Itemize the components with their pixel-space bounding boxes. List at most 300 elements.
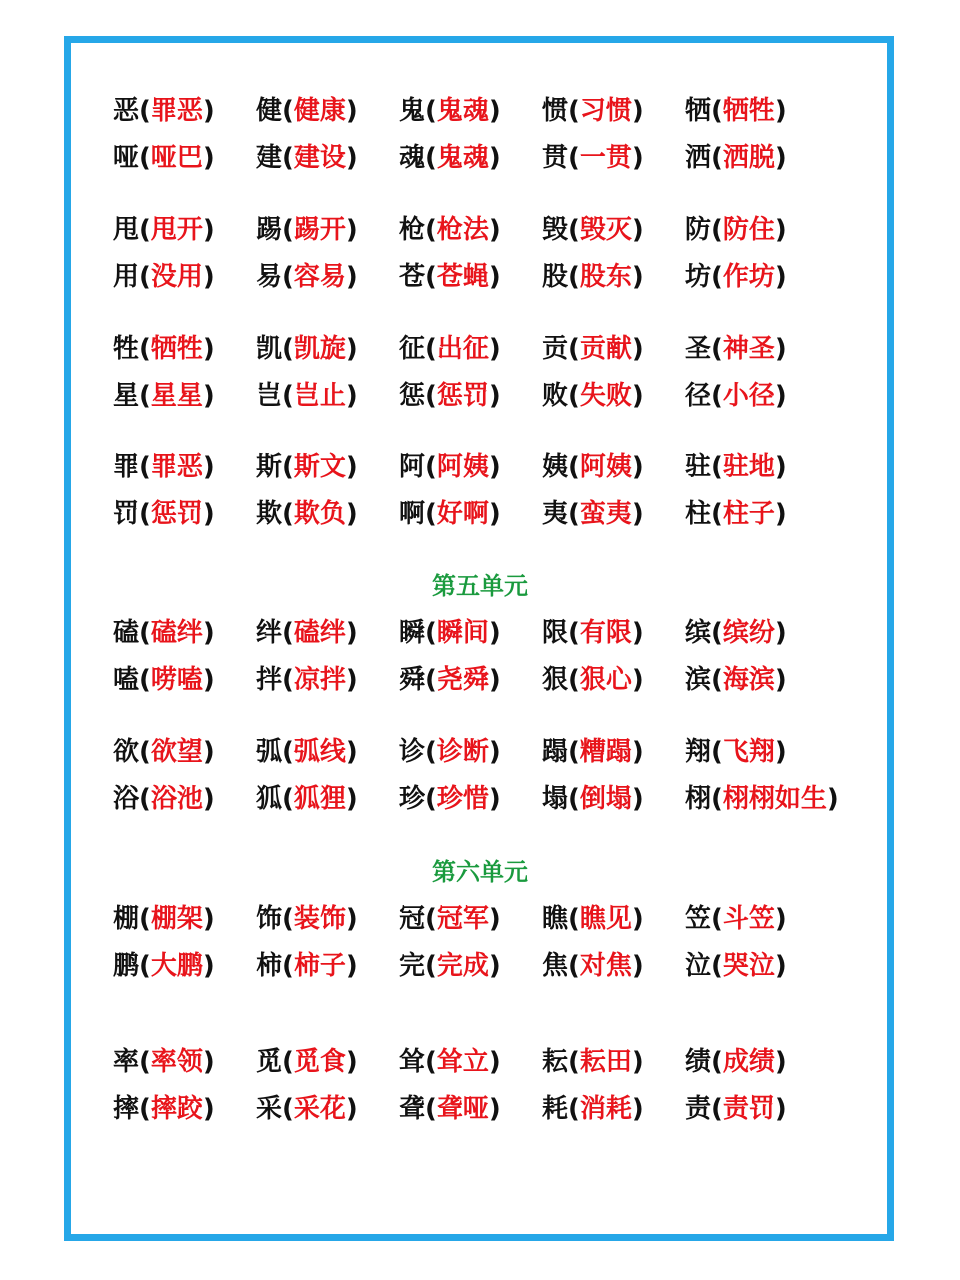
character-word-pair (256, 778, 399, 815)
open-paren: ( (568, 143, 580, 173)
word-row (113, 132, 828, 179)
close-paren: ) (488, 143, 501, 173)
character-word-pair (542, 209, 685, 246)
word: 没用 (150, 262, 203, 292)
character-word-pair (685, 446, 828, 483)
character-word-pair (113, 898, 256, 935)
character-word-pair (542, 137, 685, 174)
character: 易 (256, 262, 283, 292)
character: 狐 (256, 784, 283, 814)
open-paren: ( (711, 904, 723, 934)
open-paren: ( (568, 215, 580, 245)
open-paren: ( (139, 334, 151, 364)
character-word-pair (256, 209, 399, 246)
character-word-pair (685, 493, 828, 530)
close-paren: ) (774, 499, 787, 529)
character: 泣 (685, 951, 712, 981)
open-paren: ( (568, 452, 580, 482)
close-paren: ) (345, 904, 358, 934)
character: 恶 (113, 96, 140, 126)
character: 耸 (399, 1047, 426, 1077)
open-paren: ( (711, 951, 723, 981)
close-paren: ) (202, 951, 215, 981)
word: 蛮夷 (579, 499, 632, 529)
character-word-pair (399, 493, 542, 530)
word: 采花 (293, 1094, 346, 1124)
character-word-pair (113, 375, 256, 412)
close-paren: ) (488, 665, 501, 695)
word: 欺负 (293, 499, 346, 529)
word: 星星 (150, 381, 203, 411)
open-paren: ( (711, 499, 723, 529)
open-paren: ( (568, 951, 580, 981)
close-paren: ) (488, 951, 501, 981)
close-paren: ) (202, 96, 215, 126)
close-paren: ) (345, 452, 358, 482)
word: 消耗 (579, 1094, 632, 1124)
close-paren: ) (488, 262, 501, 292)
character-word-pair (685, 659, 828, 696)
open-paren: ( (711, 96, 723, 126)
open-paren: ( (425, 215, 437, 245)
character-word-pair (685, 945, 828, 982)
character-word-pair (256, 256, 399, 293)
word-row (113, 940, 828, 987)
open-paren: ( (568, 1047, 580, 1077)
character: 毁 (542, 215, 569, 245)
close-paren: ) (631, 143, 644, 173)
character: 阿 (399, 452, 426, 482)
close-paren: ) (488, 215, 501, 245)
open-paren: ( (139, 499, 151, 529)
character-word-pair (113, 493, 256, 530)
character: 翔 (685, 737, 712, 767)
character-word-pair (542, 778, 685, 815)
character-word-pair (542, 945, 685, 982)
word: 惩罚 (150, 499, 203, 529)
character: 蹋 (542, 737, 569, 767)
close-paren: ) (774, 143, 787, 173)
close-paren: ) (488, 737, 501, 767)
close-paren: ) (774, 618, 787, 648)
character-word-pair (685, 90, 828, 127)
close-paren: ) (345, 737, 358, 767)
character-word-pair (256, 1041, 399, 1078)
word: 责罚 (722, 1094, 775, 1124)
word-group (113, 893, 828, 987)
open-paren: ( (282, 334, 294, 364)
character: 惯 (542, 96, 569, 126)
character: 健 (256, 96, 283, 126)
character-word-pair (256, 137, 399, 174)
word: 岂止 (293, 381, 346, 411)
close-paren: ) (345, 499, 358, 529)
open-paren: ( (711, 1047, 723, 1077)
character-word-pair (685, 1041, 828, 1078)
word: 好啊 (436, 499, 489, 529)
close-paren: ) (774, 737, 787, 767)
unit-title: 第五单元 (432, 572, 528, 600)
character-word-pair (685, 1088, 828, 1125)
word: 牺牲 (150, 334, 203, 364)
word: 凯旋 (293, 334, 346, 364)
open-paren: ( (425, 334, 437, 364)
word: 珍惜 (436, 784, 489, 814)
close-paren: ) (631, 1047, 644, 1077)
close-paren: ) (202, 1047, 215, 1077)
character: 滨 (685, 665, 712, 695)
character: 股 (542, 262, 569, 292)
character-word-pair (256, 731, 399, 768)
character: 岂 (256, 381, 283, 411)
word: 聋哑 (436, 1094, 489, 1124)
close-paren: ) (488, 618, 501, 648)
close-paren: ) (631, 215, 644, 245)
open-paren: ( (139, 215, 151, 245)
open-paren: ( (139, 452, 151, 482)
character: 欺 (256, 499, 283, 529)
character-word-pair (256, 375, 399, 412)
close-paren: ) (202, 665, 215, 695)
word: 耸立 (436, 1047, 489, 1077)
word: 惩罚 (436, 381, 489, 411)
open-paren: ( (282, 665, 294, 695)
word: 作坊 (722, 262, 775, 292)
character: 径 (685, 381, 712, 411)
open-paren: ( (282, 215, 294, 245)
close-paren: ) (631, 262, 644, 292)
character-word-pair (113, 209, 256, 246)
close-paren: ) (631, 904, 644, 934)
open-paren: ( (568, 784, 580, 814)
character: 牺 (685, 96, 712, 126)
character-word-pair (399, 612, 542, 649)
open-paren: ( (139, 618, 151, 648)
character-word-pair (685, 731, 828, 768)
character: 聋 (399, 1094, 426, 1124)
word-row (113, 607, 828, 654)
word-row (113, 726, 828, 773)
word: 海滨 (722, 665, 775, 695)
close-paren: ) (202, 381, 215, 411)
character: 冠 (399, 904, 426, 934)
character: 甩 (113, 215, 140, 245)
word: 对焦 (579, 951, 632, 981)
open-paren: ( (139, 1047, 151, 1077)
character-word-pair (399, 209, 542, 246)
character: 圣 (685, 334, 712, 364)
close-paren: ) (774, 452, 787, 482)
character-word-pair (399, 137, 542, 174)
word: 有限 (579, 618, 632, 648)
character: 征 (399, 334, 426, 364)
word: 罪恶 (150, 96, 203, 126)
close-paren: ) (774, 215, 787, 245)
character: 瞬 (399, 618, 426, 648)
open-paren: ( (425, 1094, 437, 1124)
character-word-pair (113, 1041, 256, 1078)
character: 苍 (399, 262, 426, 292)
character: 鹏 (113, 951, 140, 981)
character-word-pair (542, 446, 685, 483)
character-word-pair (542, 90, 685, 127)
character-word-pair (113, 731, 256, 768)
word: 弧线 (293, 737, 346, 767)
word: 大鹏 (150, 951, 203, 981)
close-paren: ) (202, 334, 215, 364)
word: 贡献 (579, 334, 632, 364)
character: 摔 (113, 1094, 140, 1124)
character: 嗑 (113, 665, 140, 695)
open-paren: ( (139, 1094, 151, 1124)
open-paren: ( (139, 96, 151, 126)
close-paren: ) (774, 1094, 787, 1124)
character: 凯 (256, 334, 283, 364)
close-paren: ) (345, 143, 358, 173)
open-paren: ( (425, 784, 437, 814)
character: 觅 (256, 1047, 283, 1077)
character-word-pair (685, 898, 828, 935)
word: 觅食 (293, 1047, 346, 1077)
character-word-pair (113, 137, 256, 174)
open-paren: ( (282, 951, 294, 981)
open-paren: ( (139, 262, 151, 292)
character-word-pair (113, 612, 256, 649)
word: 毁灭 (579, 215, 632, 245)
character-word-pair (399, 659, 542, 696)
character: 建 (256, 143, 283, 173)
close-paren: ) (488, 381, 501, 411)
word: 飞翔 (722, 737, 775, 767)
open-paren: ( (425, 143, 437, 173)
open-paren: ( (282, 381, 294, 411)
open-paren: ( (711, 618, 723, 648)
character: 防 (685, 215, 712, 245)
word-row (113, 893, 828, 940)
word-group (113, 204, 828, 298)
word-row (113, 654, 828, 701)
word: 哑巴 (150, 143, 203, 173)
character: 驻 (685, 452, 712, 482)
word-row (113, 370, 828, 417)
close-paren: ) (631, 737, 644, 767)
open-paren: ( (425, 1047, 437, 1077)
character: 姨 (542, 452, 569, 482)
character: 用 (113, 262, 140, 292)
word: 诊断 (436, 737, 489, 767)
open-paren: ( (425, 737, 437, 767)
character: 贡 (542, 334, 569, 364)
close-paren: ) (774, 262, 787, 292)
close-paren: ) (345, 784, 358, 814)
character-word-pair (399, 731, 542, 768)
close-paren: ) (202, 784, 215, 814)
word: 洒脱 (722, 143, 775, 173)
close-paren: ) (774, 665, 787, 695)
open-paren: ( (139, 143, 151, 173)
character-word-pair (113, 659, 256, 696)
character-word-pair (542, 731, 685, 768)
word: 驻地 (722, 452, 775, 482)
character-word-pair (399, 1041, 542, 1078)
close-paren: ) (345, 951, 358, 981)
open-paren: ( (568, 262, 580, 292)
word: 苍蝇 (436, 262, 489, 292)
word: 栩栩如生 (722, 784, 827, 814)
close-paren: ) (202, 143, 215, 173)
open-paren: ( (282, 1094, 294, 1124)
close-paren: ) (202, 904, 215, 934)
close-paren: ) (774, 904, 787, 934)
open-paren: ( (568, 334, 580, 364)
character-word-pair (399, 945, 542, 982)
character: 焦 (542, 951, 569, 981)
character: 夷 (542, 499, 569, 529)
character: 浴 (113, 784, 140, 814)
word: 阿姨 (436, 452, 489, 482)
character: 罪 (113, 452, 140, 482)
close-paren: ) (826, 784, 839, 814)
character: 采 (256, 1094, 283, 1124)
character-word-pair (399, 90, 542, 127)
word: 鬼魂 (436, 96, 489, 126)
close-paren: ) (488, 904, 501, 934)
word: 唠嗑 (150, 665, 203, 695)
character-word-pair (685, 375, 828, 412)
open-paren: ( (282, 452, 294, 482)
character-word-pair (399, 328, 542, 365)
character: 鬼 (399, 96, 426, 126)
character-word-pair (542, 612, 685, 649)
open-paren: ( (568, 381, 580, 411)
word: 凉拌 (293, 665, 346, 695)
character-word-pair (256, 659, 399, 696)
word-row (113, 85, 828, 132)
character: 舜 (399, 665, 426, 695)
character-word-pair (399, 256, 542, 293)
open-paren: ( (568, 96, 580, 126)
word: 柱子 (722, 499, 775, 529)
open-paren: ( (711, 665, 723, 695)
character-word-pair (399, 898, 542, 935)
word-group (113, 323, 828, 417)
character-word-pair (399, 375, 542, 412)
word: 率领 (150, 1047, 203, 1077)
character-word-pair (399, 446, 542, 483)
character: 绩 (685, 1047, 712, 1077)
character-word-pair (256, 493, 399, 530)
character: 柿 (256, 951, 283, 981)
character-word-pair (542, 1088, 685, 1125)
character: 瞧 (542, 904, 569, 934)
character: 柱 (685, 499, 712, 529)
character-word-pair (399, 1088, 542, 1125)
close-paren: ) (631, 1094, 644, 1124)
word: 鬼魂 (436, 143, 489, 173)
open-paren: ( (282, 262, 294, 292)
character: 败 (542, 381, 569, 411)
close-paren: ) (345, 381, 358, 411)
character-word-pair (113, 90, 256, 127)
word: 狐狸 (293, 784, 346, 814)
open-paren: ( (711, 381, 723, 411)
character: 魂 (399, 143, 426, 173)
character: 绊 (256, 618, 283, 648)
close-paren: ) (345, 1094, 358, 1124)
close-paren: ) (202, 737, 215, 767)
character: 责 (685, 1094, 712, 1124)
close-paren: ) (488, 452, 501, 482)
word: 棚架 (150, 904, 203, 934)
close-paren: ) (202, 499, 215, 529)
close-paren: ) (774, 96, 787, 126)
character: 笠 (685, 904, 712, 934)
open-paren: ( (711, 737, 723, 767)
unit-title: 第六单元 (432, 858, 528, 886)
character: 欲 (113, 737, 140, 767)
character-word-pair (685, 209, 828, 246)
word: 糟蹋 (579, 737, 632, 767)
character-word-pair (256, 446, 399, 483)
character: 率 (113, 1047, 140, 1077)
open-paren: ( (282, 904, 294, 934)
word: 磕绊 (150, 618, 203, 648)
character: 罚 (113, 499, 140, 529)
character-word-pair (113, 945, 256, 982)
word: 一贯 (579, 143, 632, 173)
open-paren: ( (425, 618, 437, 648)
open-paren: ( (568, 737, 580, 767)
open-paren: ( (711, 334, 723, 364)
word: 耘田 (579, 1047, 632, 1077)
close-paren: ) (345, 618, 358, 648)
character: 珍 (399, 784, 426, 814)
open-paren: ( (711, 215, 723, 245)
character: 诊 (399, 737, 426, 767)
word-row (113, 204, 828, 251)
close-paren: ) (345, 334, 358, 364)
word: 建设 (293, 143, 346, 173)
open-paren: ( (425, 96, 437, 126)
word: 防住 (722, 215, 775, 245)
character: 弧 (256, 737, 283, 767)
character: 塌 (542, 784, 569, 814)
character: 洒 (685, 143, 712, 173)
word: 成绩 (722, 1047, 775, 1077)
character: 饰 (256, 904, 283, 934)
word: 欲望 (150, 737, 203, 767)
open-paren: ( (282, 618, 294, 648)
open-paren: ( (425, 452, 437, 482)
word: 健康 (293, 96, 346, 126)
open-paren: ( (282, 96, 294, 126)
word-group (113, 607, 828, 701)
close-paren: ) (631, 499, 644, 529)
word: 失败 (579, 381, 632, 411)
word: 小径 (722, 381, 775, 411)
word: 阿姨 (579, 452, 632, 482)
character: 坊 (685, 262, 712, 292)
character: 栩 (685, 784, 712, 814)
close-paren: ) (345, 215, 358, 245)
close-paren: ) (774, 951, 787, 981)
close-paren: ) (202, 215, 215, 245)
word-row (113, 773, 839, 820)
word: 倒塌 (579, 784, 632, 814)
word: 狠心 (579, 665, 632, 695)
word: 斗笠 (722, 904, 775, 934)
close-paren: ) (202, 452, 215, 482)
